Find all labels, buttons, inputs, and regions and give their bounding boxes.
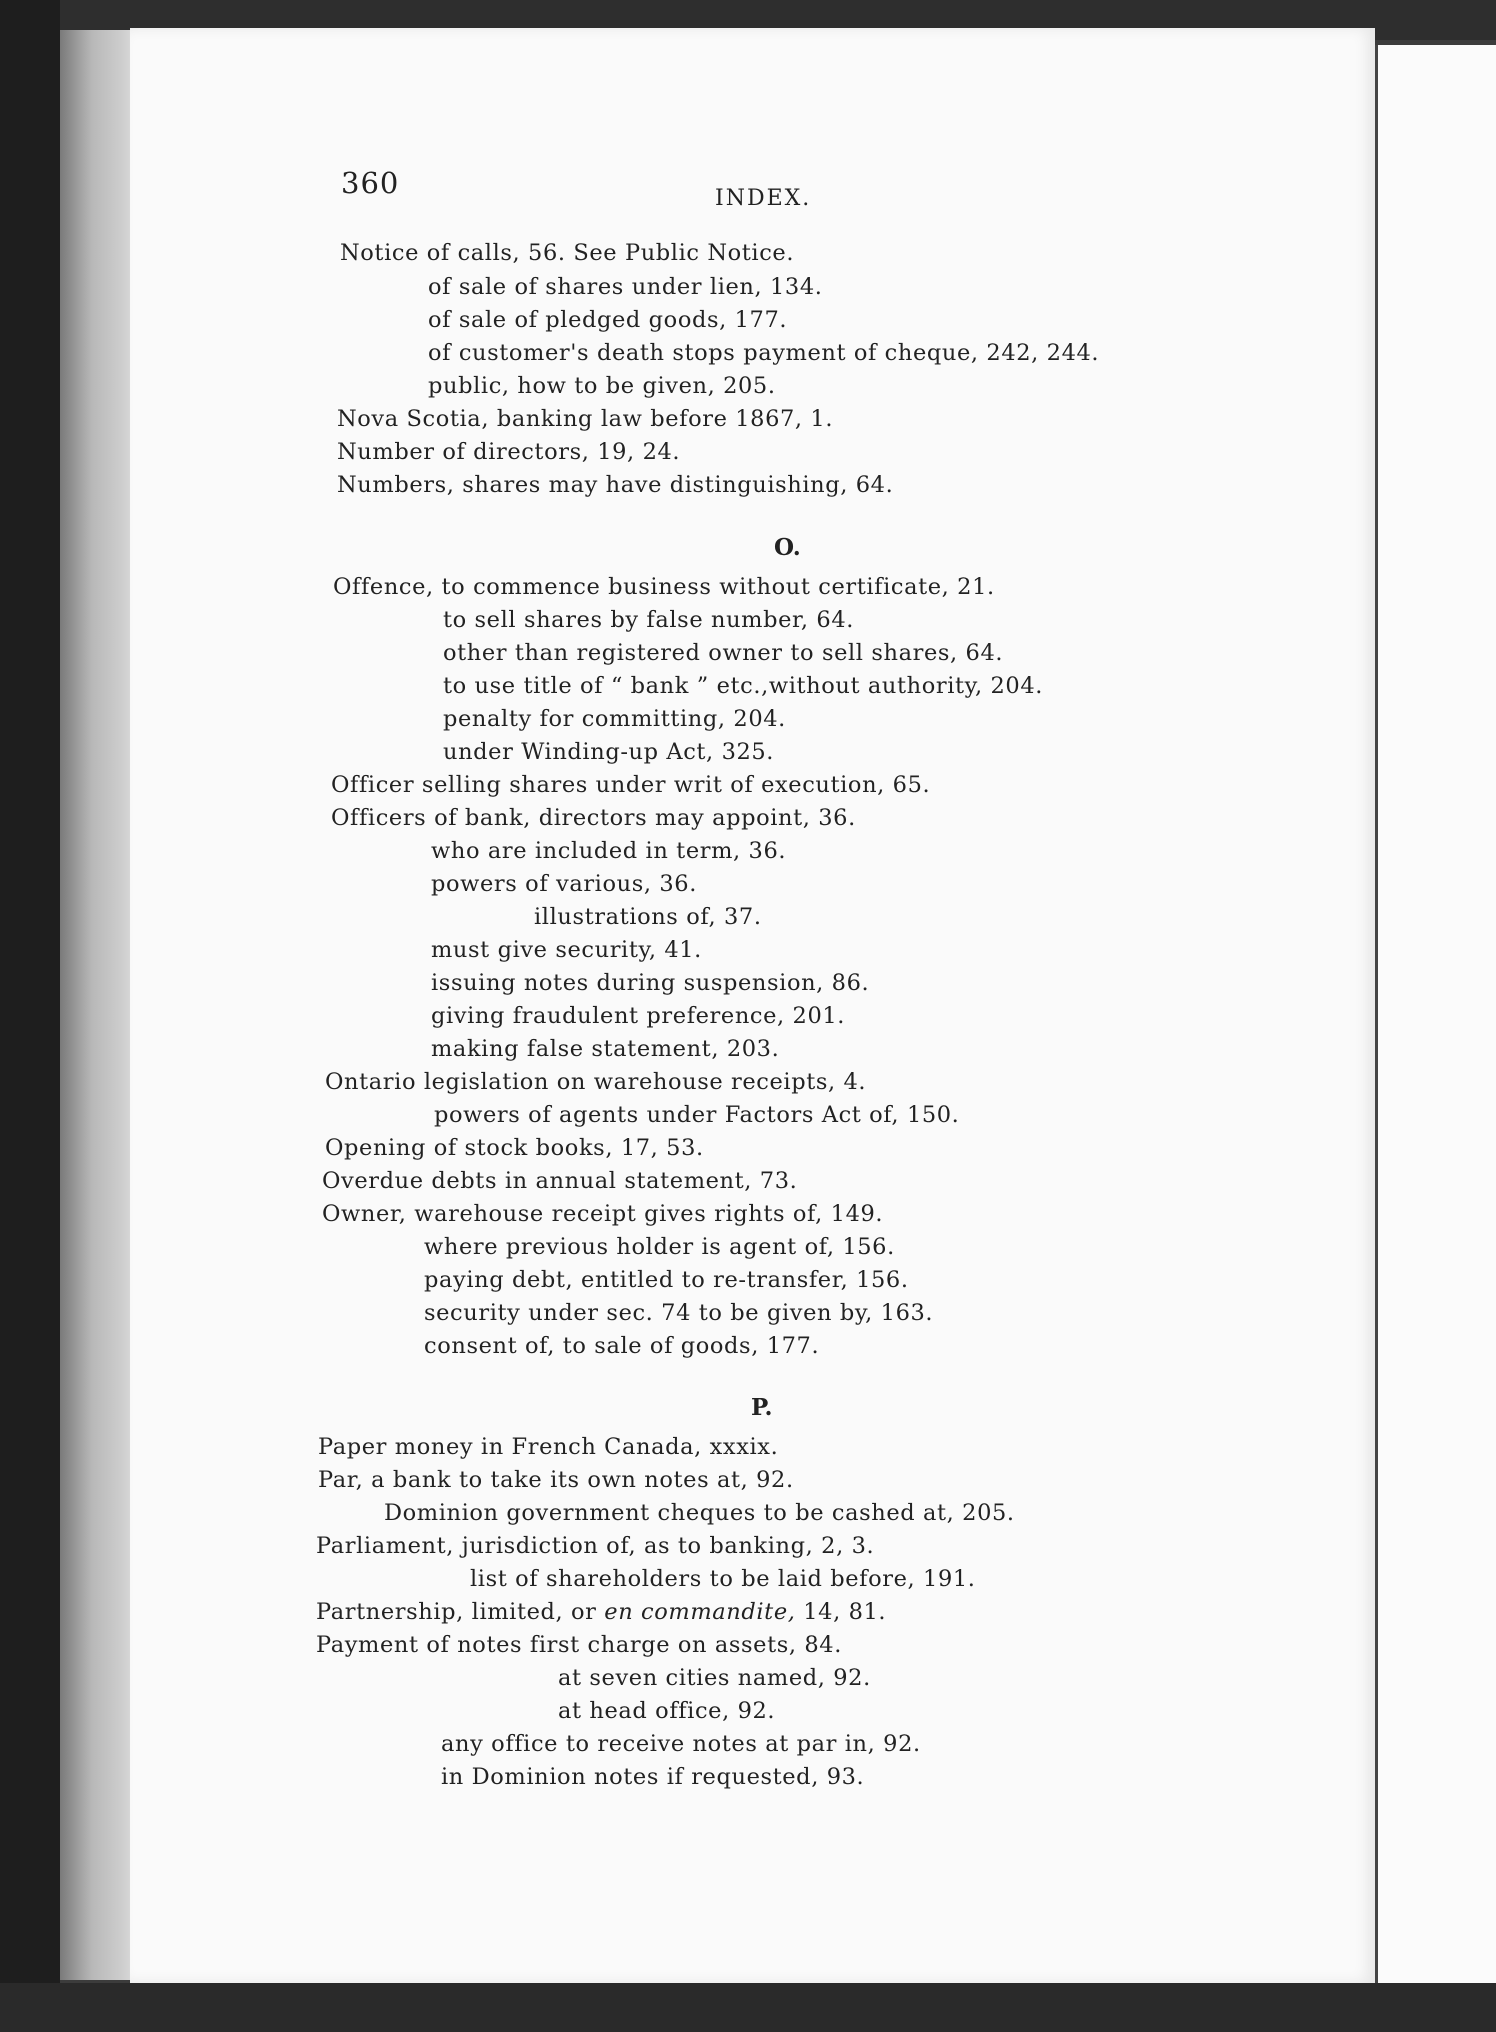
page-number: 360 [341, 166, 400, 200]
index-subentry: illustrations of, 37. [534, 904, 762, 930]
index-entry: Numbers, shares may have distinguishing, 64. [337, 472, 894, 498]
index-subentry: in Dominion notes if requested, 93. [441, 1764, 865, 1790]
index-subentry: to use title of “ bank ” etc.,without authority, 204. [443, 673, 1044, 699]
scan-bottom-border [0, 1983, 1496, 2032]
running-title: INDEX. [715, 186, 812, 211]
index-subentry: paying debt, entitled to re-transfer, 156. [424, 1267, 909, 1293]
index-entry: Offence, to commence business without certificate, 21. [333, 574, 995, 600]
index-subentry: where previous holder is agent of, 156. [424, 1234, 895, 1260]
index-entry: Officers of bank, directors may appoint, 36. [331, 805, 856, 831]
index-subentry: of sale of pledged goods, 177. [428, 307, 788, 333]
index-subentry: any office to receive notes at par in, 92. [441, 1731, 921, 1757]
index-subentry: giving fraudulent preference, 201. [431, 1003, 846, 1029]
index-entry: Ontario legislation on warehouse receipts, 4. [325, 1069, 867, 1095]
index-subentry: at seven cities named, 92. [558, 1665, 871, 1691]
index-subentry: of sale of shares under lien, 134. [428, 274, 823, 300]
index-subentry: security under sec. 74 to be given by, 163. [424, 1300, 934, 1326]
index-subentry: consent of, to sale of goods, 177. [424, 1333, 820, 1359]
index-entry: Paper money in French Canada, xxxix. [318, 1434, 779, 1460]
index-entry: Opening of stock books, 17, 53. [325, 1135, 704, 1161]
index-entry: Owner, warehouse receipt gives rights of, 149. [322, 1201, 884, 1227]
scan-left-border [0, 0, 60, 2032]
entry-italic-term: en commandite, [604, 1599, 796, 1625]
index-subentry: Dominion government cheques to be cashed at, 205. [384, 1500, 1015, 1526]
index-subentry: powers of agents under Factors Act of, 150. [434, 1102, 960, 1128]
index-entry: Payment of notes first charge on assets, 84. [316, 1632, 842, 1658]
index-entry: Nova Scotia, banking law before 1867, 1. [337, 406, 834, 432]
index-subentry: of customer's death stops payment of cheque, 242, 244. [428, 340, 1100, 366]
index-subentry: powers of various, 36. [431, 871, 697, 897]
entry-text: Partnership, limited, or [316, 1599, 605, 1625]
index-entry: Par, a bank to take its own notes at, 92. [318, 1467, 794, 1493]
facing-page-edge [1375, 45, 1496, 2005]
index-subentry: other than registered owner to sell shares, 64. [443, 640, 1004, 666]
index-subentry: must give security, 41. [431, 937, 702, 963]
index-subentry: public, how to be given, 205. [428, 373, 776, 399]
index-subentry: issuing notes during suspension, 86. [431, 970, 870, 996]
index-subentry: penalty for committing, 204. [443, 706, 786, 732]
section-letter-p: P. [751, 1394, 773, 1421]
index-entry [316, 1599, 886, 1625]
index-subentry: making false statement, 203. [431, 1036, 780, 1062]
entry-text: 14, 81. [795, 1599, 887, 1625]
index-subentry: under Winding-up Act, 325. [443, 739, 775, 765]
index-entry: Notice of calls, 56. See Public Notice. [340, 240, 795, 266]
index-entry: Overdue debts in annual statement, 73. [322, 1168, 798, 1194]
index-subentry: at head office, 92. [558, 1698, 776, 1724]
index-subentry: list of shareholders to be laid before, 191. [470, 1566, 976, 1592]
index-entry: Parliament, jurisdiction of, as to banking, 2, 3. [316, 1533, 875, 1559]
index-entry: Number of directors, 19, 24. [337, 439, 681, 465]
index-subentry: to sell shares by false number, 64. [443, 607, 854, 633]
section-letter-o: O. [774, 534, 801, 561]
index-subentry: who are included in term, 36. [431, 838, 787, 864]
index-entry: Officer selling shares under writ of execution, 65. [331, 772, 931, 798]
book-page-edges [60, 30, 140, 1980]
